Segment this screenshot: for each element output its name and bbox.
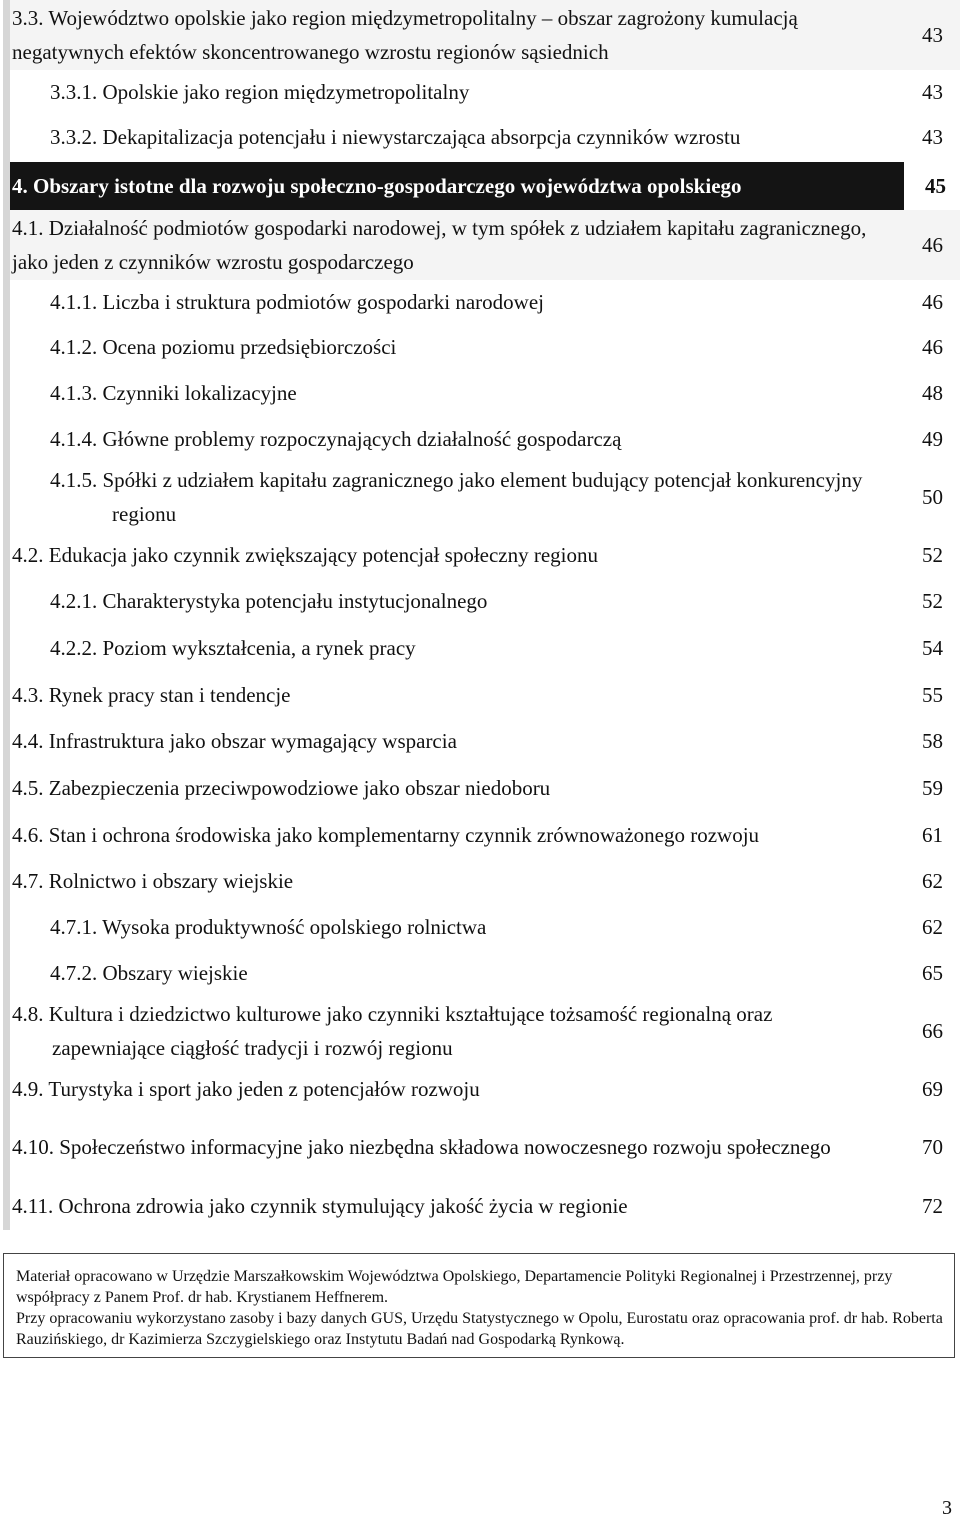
toc-page-number: 45 [904, 162, 960, 210]
toc-row-4-1-1 [10, 280, 960, 324]
toc-page-number: 46 [922, 334, 943, 359]
toc-page-number: 72 [922, 1193, 943, 1218]
toc-row-3-3 [10, 0, 960, 70]
toc-row-4-7 [10, 858, 960, 904]
toc-row-4-9 [10, 1066, 960, 1112]
toc-page-number: 46 [922, 232, 943, 257]
source-note-authors: Materiał opracowano w Urzędzie Marszałkowskim Województwa Opolskiego, Departamencie Polityki Regionalnej i Przestrzennej, przy współpracy z Panem Prof. dr hab. Krystianem Heffnerem. [16, 1268, 893, 1306]
table-of-contents [3, 0, 960, 1230]
toc-title: 4.1.3. Czynniki lokalizacyjne [50, 381, 297, 405]
toc-row-4-5 [10, 764, 960, 812]
toc-row-4 [10, 162, 960, 210]
toc-row-4-7-1 [10, 904, 960, 950]
toc-page-number: 61 [922, 822, 943, 847]
toc-page-number: 69 [922, 1076, 943, 1101]
toc-page-number: 52 [922, 542, 943, 567]
toc-row-4-6 [10, 812, 960, 858]
toc-page-number: 62 [922, 914, 943, 939]
toc-title: 4.11. Ochrona zdrowia jako czynnik stymulujący jakość życia w regionie [12, 1194, 628, 1218]
toc-title: 4.1.2. Ocena poziomu przedsiębiorczości [50, 335, 397, 359]
toc-title: 4.10. Społeczeństwo informacyjne jako niezbędna składowa nowoczesnego rozwoju społecznego [12, 1135, 831, 1159]
toc-title: 4.1.1. Liczba i struktura podmiotów gospodarki narodowej [50, 290, 544, 314]
toc-page-number: 66 [922, 1018, 943, 1043]
toc-title: 4.1.5. Spółki z udziałem kapitału zagranicznego jako element budujący potencjał konkurencyjny regionu [50, 468, 863, 526]
toc-title: 3.3. Województwo opolskie jako region międzymetropolitalny – obszar zagrożony kumulacją negatywnych efektów skoncentrowanego wzrostu regionów sąsiednich [12, 6, 798, 64]
toc-page-number: 43 [922, 22, 943, 47]
toc-row-4-1-4 [10, 416, 960, 462]
toc-page-number: 43 [922, 124, 943, 149]
toc-title: 4.4. Infrastruktura jako obszar wymagający wsparcia [12, 729, 457, 753]
toc-page-number: 50 [922, 484, 943, 509]
toc-title: 4.5. Zabezpieczenia przeciwpowodziowe jako obszar niedoboru [12, 776, 551, 800]
toc-page-number: 65 [922, 960, 943, 985]
toc-title: 3.3.2. Dekapitalizacja potencjału i niewystarczająca absorpcja czynników wzrostu [50, 125, 741, 149]
toc-row-4-2-2 [10, 624, 960, 672]
toc-row-4-2 [10, 532, 960, 578]
toc-title: 4.7. Rolnictwo i obszary wiejskie [12, 869, 294, 893]
toc-row-4-1-5 [10, 462, 960, 532]
toc-title: 4.2.2. Poziom wykształcenia, a rynek pracy [50, 636, 416, 660]
toc-row-4-11 [10, 1182, 960, 1230]
toc-title: 4.7.2. Obszary wiejskie [50, 961, 248, 985]
toc-page-number: 46 [922, 289, 943, 314]
toc-row-4-1-3 [10, 370, 960, 416]
toc-page-number: 43 [922, 79, 943, 104]
toc-page-number: 48 [922, 380, 943, 405]
toc-page-number: 58 [922, 728, 943, 753]
toc-title: 4.8. Kultura i dziedzictwo kulturowe jako czynniki kształtujące tożsamość regionalną oraz zapewniające ciągłość tradycji i rozwój regionu [12, 1002, 773, 1060]
toc-title: 4.2.1. Charakterystyka potencjału instytucjonalnego [50, 589, 488, 613]
toc-row-4-4 [10, 718, 960, 764]
toc-title: 4.1. Działalność podmiotów gospodarki narodowej, w tym spółek z udziałem kapitału zagranicznego, jako jeden z czynników wzrostu gospodarczego [12, 216, 867, 274]
toc-page-number: 62 [922, 868, 943, 893]
toc-title: 4.6. Stan i ochrona środowiska jako komplementarny czynnik zrównoważonego rozwoju [12, 823, 760, 847]
toc-title: 4.2. Edukacja jako czynnik zwiększający potencjał społeczny regionu [12, 543, 599, 567]
toc-page-number: 49 [922, 426, 943, 451]
toc-title: 4.3. Rynek pracy stan i tendencje [12, 683, 291, 707]
toc-row-4-7-2 [10, 950, 960, 996]
toc-row-4-3 [10, 672, 960, 718]
page-number: 3 [942, 1497, 952, 1519]
toc-title: 3.3.1. Opolskie jako region międzymetropolitalny [50, 80, 470, 104]
toc-title: 4.9. Turystyka i sport jako jeden z potencjałów rozwoju [12, 1077, 480, 1101]
toc-title: 4. Obszary istotne dla rozwoju społeczno-gospodarczego województwa opolskiego [12, 174, 742, 198]
toc-page-number: 55 [922, 682, 943, 707]
toc-row-4-1 [10, 210, 960, 280]
toc-row-3-3-1 [10, 70, 960, 114]
toc-page-number: 70 [922, 1134, 943, 1159]
toc-row-4-10 [10, 1112, 960, 1182]
toc-page-number: 59 [922, 775, 943, 800]
toc-page-number: 54 [922, 635, 943, 660]
toc-page-number: 52 [922, 588, 943, 613]
source-note-data-sources: Przy opracowaniu wykorzystano zasoby i bazy danych GUS, Urzędu Statystycznego w Opolu, Eurostatu oraz opracowania prof. dr hab. Roberta Rauzińskiego, dr Kazimierza Szczygielskiego oraz Instytutu Badań nad Gospodarką Rynkową. [16, 1310, 943, 1348]
source-note-box [3, 1253, 955, 1358]
toc-row-3-3-2 [10, 114, 960, 160]
toc-title: 4.1.4. Główne problemy rozpoczynających działalność gospodarczą [50, 427, 622, 451]
toc-row-4-8 [10, 996, 960, 1066]
toc-row-4-1-2 [10, 324, 960, 370]
toc-title: 4.7.1. Wysoka produktywność opolskiego rolnictwa [50, 915, 487, 939]
toc-row-4-2-1 [10, 578, 960, 624]
